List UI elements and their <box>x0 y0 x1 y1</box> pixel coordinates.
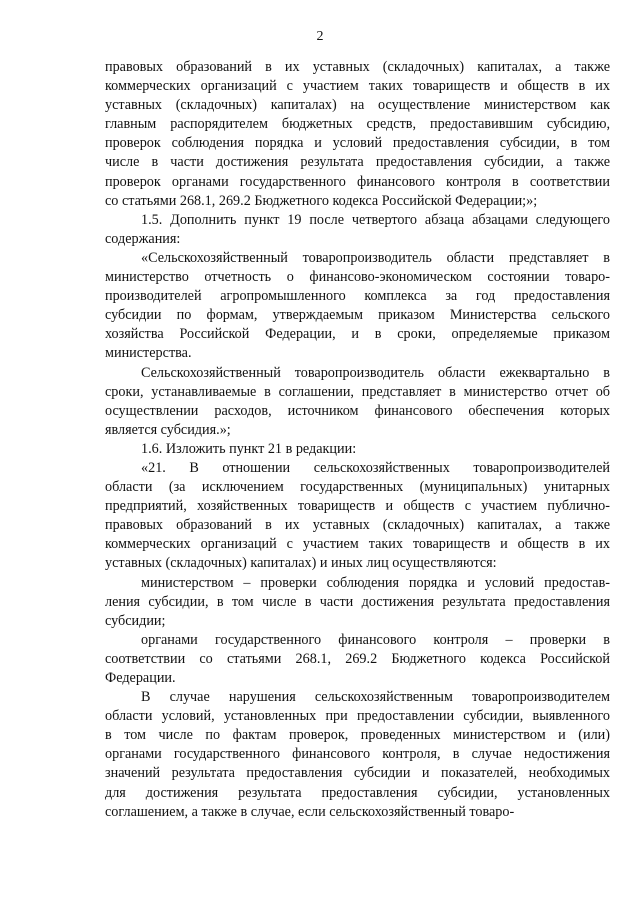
text-line: соглашением, а также в случае, если сельскохозяйственный товаро- <box>105 803 515 820</box>
text-line: в том числе по фактам проверок, проведенных министерством и (или) <box>105 727 610 744</box>
text-line: уставных (складочных) капиталах) и иных лиц осуществляются: <box>105 555 497 572</box>
text-line: коммерческих организаций с участием таких товариществ и обществ в их <box>105 536 610 553</box>
text-line: хозяйства Российской Федерации, и в сроки, определяемые приказом <box>105 326 610 343</box>
paragraph <box>105 364 610 440</box>
text-line: правовых образований в их уставных (складочных) капиталах, а также <box>105 517 610 534</box>
text-line: предприятий, хозяйственных товариществ и обществ с участием публично- <box>105 498 610 515</box>
text-line: субсидии; <box>105 612 166 629</box>
paragraph <box>105 249 610 364</box>
text-line: осуществлении расходов, источником финансового обеспечения которых <box>105 402 610 419</box>
paragraph <box>105 574 610 631</box>
text-line: со статьями 268.1, 269.2 Бюджетного кодекса Российской Федерации;»; <box>105 192 538 209</box>
text-line: 1.6. Изложить пункт 21 в редакции: <box>141 440 357 457</box>
text-line: значений результата предоставления субсидии и показателей, необходимых <box>105 765 610 782</box>
text-line: проверок соблюдения порядка и условий предоставления субсидии, в том <box>105 135 610 152</box>
text-line: коммерческих организаций с участием таких товариществ и обществ в их <box>105 78 610 95</box>
text-line: области условий, установленных при предоставлении субсидии, выявленного <box>105 708 610 725</box>
text-line: министерства. <box>105 345 192 362</box>
text-line: ления субсидии, в том числе в части достижения результата предоставления <box>105 593 610 610</box>
text-line: содержания: <box>105 230 181 247</box>
text-line: министерством – проверки соблюдения порядка и условий предостав- <box>141 574 610 591</box>
text-line: главным распорядителем бюджетных средств, предоставившим субсидию, <box>105 116 610 133</box>
page-number: 2 <box>316 29 324 44</box>
text-line: «Сельскохозяйственный товаропроизводитель области представляет в <box>141 249 610 266</box>
text-line: числе в части достижения результата предоставления субсидии, а также <box>105 154 610 171</box>
text-line: уставных (складочных) капиталах) на осуществление министерством как <box>105 97 610 114</box>
paragraph <box>105 688 610 822</box>
text-line: Федерации. <box>105 670 176 686</box>
text-line: 1.5. Дополнить пункт 19 после четвертого абзаца абзацами следующего <box>141 211 610 228</box>
text-line: субсидии по формам, утверждаемым приказом Министерства сельского <box>105 307 610 324</box>
text-line: правовых образований в их уставных (складочных) капиталах, а также <box>105 59 610 75</box>
paragraph <box>105 440 610 459</box>
text-line: области (за исключением государственных (муниципальных) унитарных <box>105 479 610 496</box>
text-line: соответствии со статьями 268.1, 269.2 Бюджетного кодекса Российской <box>105 650 610 667</box>
text-line: «21. В отношении сельскохозяйственных товаропроизводителей <box>141 459 610 476</box>
text-line: Сельскохозяйственный товаропроизводитель области ежеквартально в <box>141 364 610 381</box>
paragraph <box>105 58 610 211</box>
text-line: сроки, устанавливаемые в соглашении, представляет в министерство отчет об <box>105 383 610 400</box>
text-line: министерство отчетность о финансово-экономическом состоянии товаро- <box>105 269 610 286</box>
text-line: органами государственного финансового контроля – проверки в <box>141 631 610 648</box>
paragraph <box>105 211 610 249</box>
paragraph <box>105 631 610 688</box>
paragraph <box>105 459 610 574</box>
text-line: В случае нарушения сельскохозяйственным товаропроизводителем <box>141 689 610 706</box>
text-line: является субсидия.»; <box>105 421 231 438</box>
text-line: производителей агропромышленного комплекса за год предоставления <box>105 288 610 305</box>
text-line: органами государственного финансового контроля, в случае недостижения <box>105 746 610 763</box>
text-line: для достижения результата предоставления субсидии, установленных <box>105 784 610 801</box>
text-line: проверок органами государственного финансового контроля в соответствии <box>105 173 610 190</box>
document-body <box>105 58 610 822</box>
